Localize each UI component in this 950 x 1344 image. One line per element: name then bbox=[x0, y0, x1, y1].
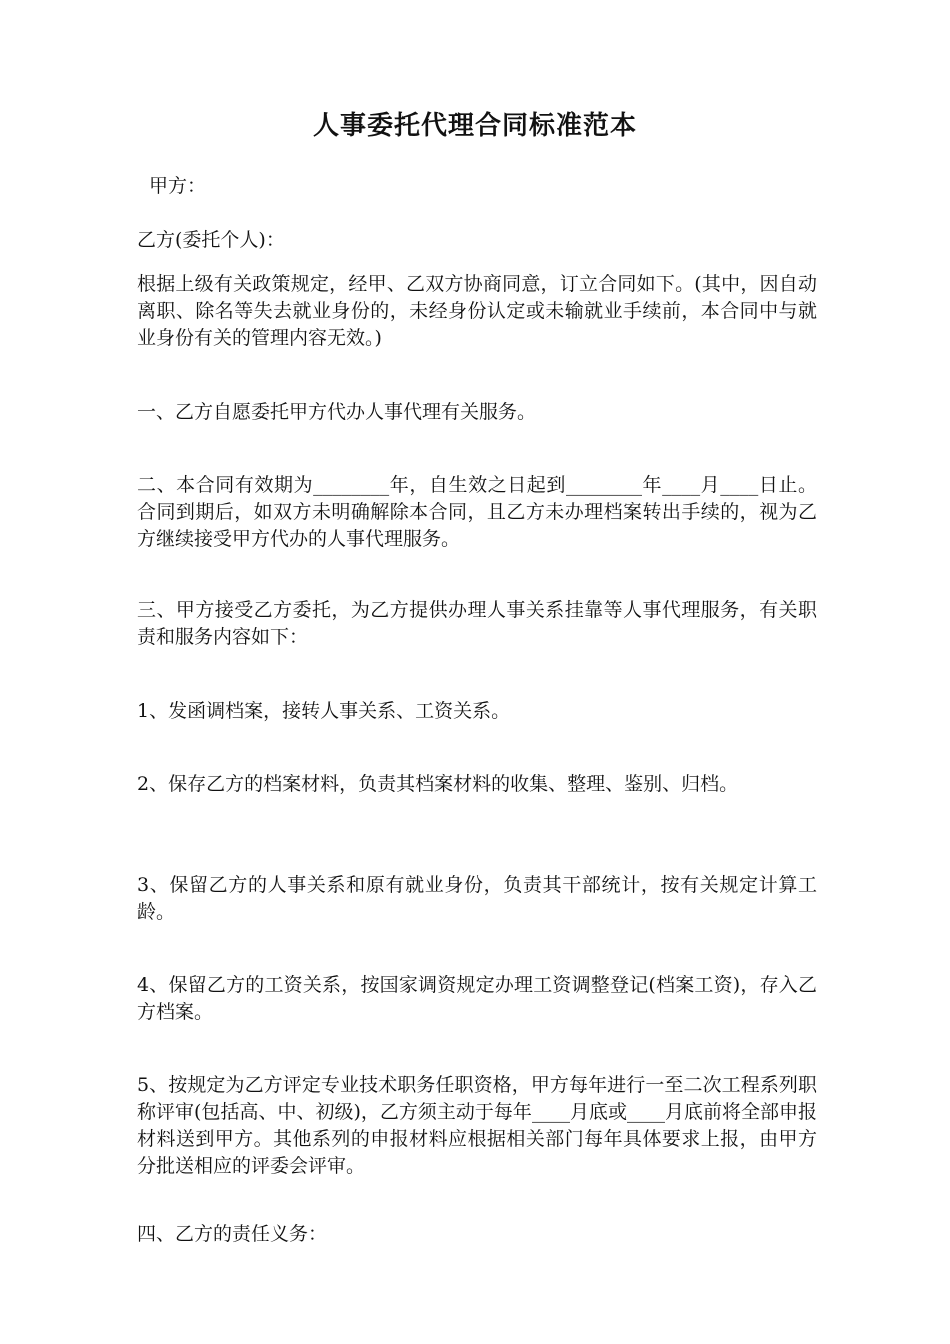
clause-3-item-1: 1、发函调档案，接转人事关系、工资关系。 bbox=[137, 700, 511, 722]
intro-paragraph: 根据上级有关政策规定，经甲、乙双方协商同意，订立合同如下。(其中，因自动离职、除名等失去就业身份的，未经身份认定或未输就业手续前，本合同中与就业身份有关的管理内容无效。) bbox=[137, 273, 817, 349]
clause-1: 一、乙方自愿委托甲方代办人事代理有关服务。 bbox=[137, 401, 537, 423]
clause-2: 二、本合同有效期为________年，自生效之日起到________年____月____日止。合同到期后，如双方未明确解除本合同，且乙方未办理档案转出手续的，视为乙方继续接受甲方代办的人事代理服务。 bbox=[137, 474, 817, 550]
clause-4: 四、乙方的责任义务： bbox=[137, 1223, 328, 1245]
document-title: 人事委托代理合同标准范本 bbox=[312, 111, 637, 141]
clause-3: 三、甲方接受乙方委托，为乙方提供办理人事关系挂靠等人事代理服务，有关职责和服务内容如下： bbox=[137, 599, 817, 648]
clause-3-item-5: 5、按规定为乙方评定专业技术职务任职资格，甲方每年进行一至二次工程系列职称评审(包括高、中、初级)，乙方须主动于每年____月底或____月底前将全部申报材料送到甲方。其他系列的申报材料应根据相关部门每年具体要求上报，由甲方分批送相应的评委会评审。 bbox=[137, 1074, 817, 1177]
clause-3-item-3: 3、保留乙方的人事关系和原有就业身份，负责其干部统计，按有关规定计算工龄。 bbox=[137, 874, 817, 923]
party-b-line: 乙方(委托个人)： bbox=[137, 229, 285, 251]
party-a-line: 甲方： bbox=[149, 175, 207, 197]
clause-3-item-2: 2、保存乙方的档案材料，负责其档案材料的收集、整理、鉴别、归档。 bbox=[137, 773, 739, 795]
clause-3-item-4: 4、保留乙方的工资关系，按国家调资规定办理工资调整登记(档案工资)，存入乙方档案。 bbox=[137, 974, 817, 1023]
